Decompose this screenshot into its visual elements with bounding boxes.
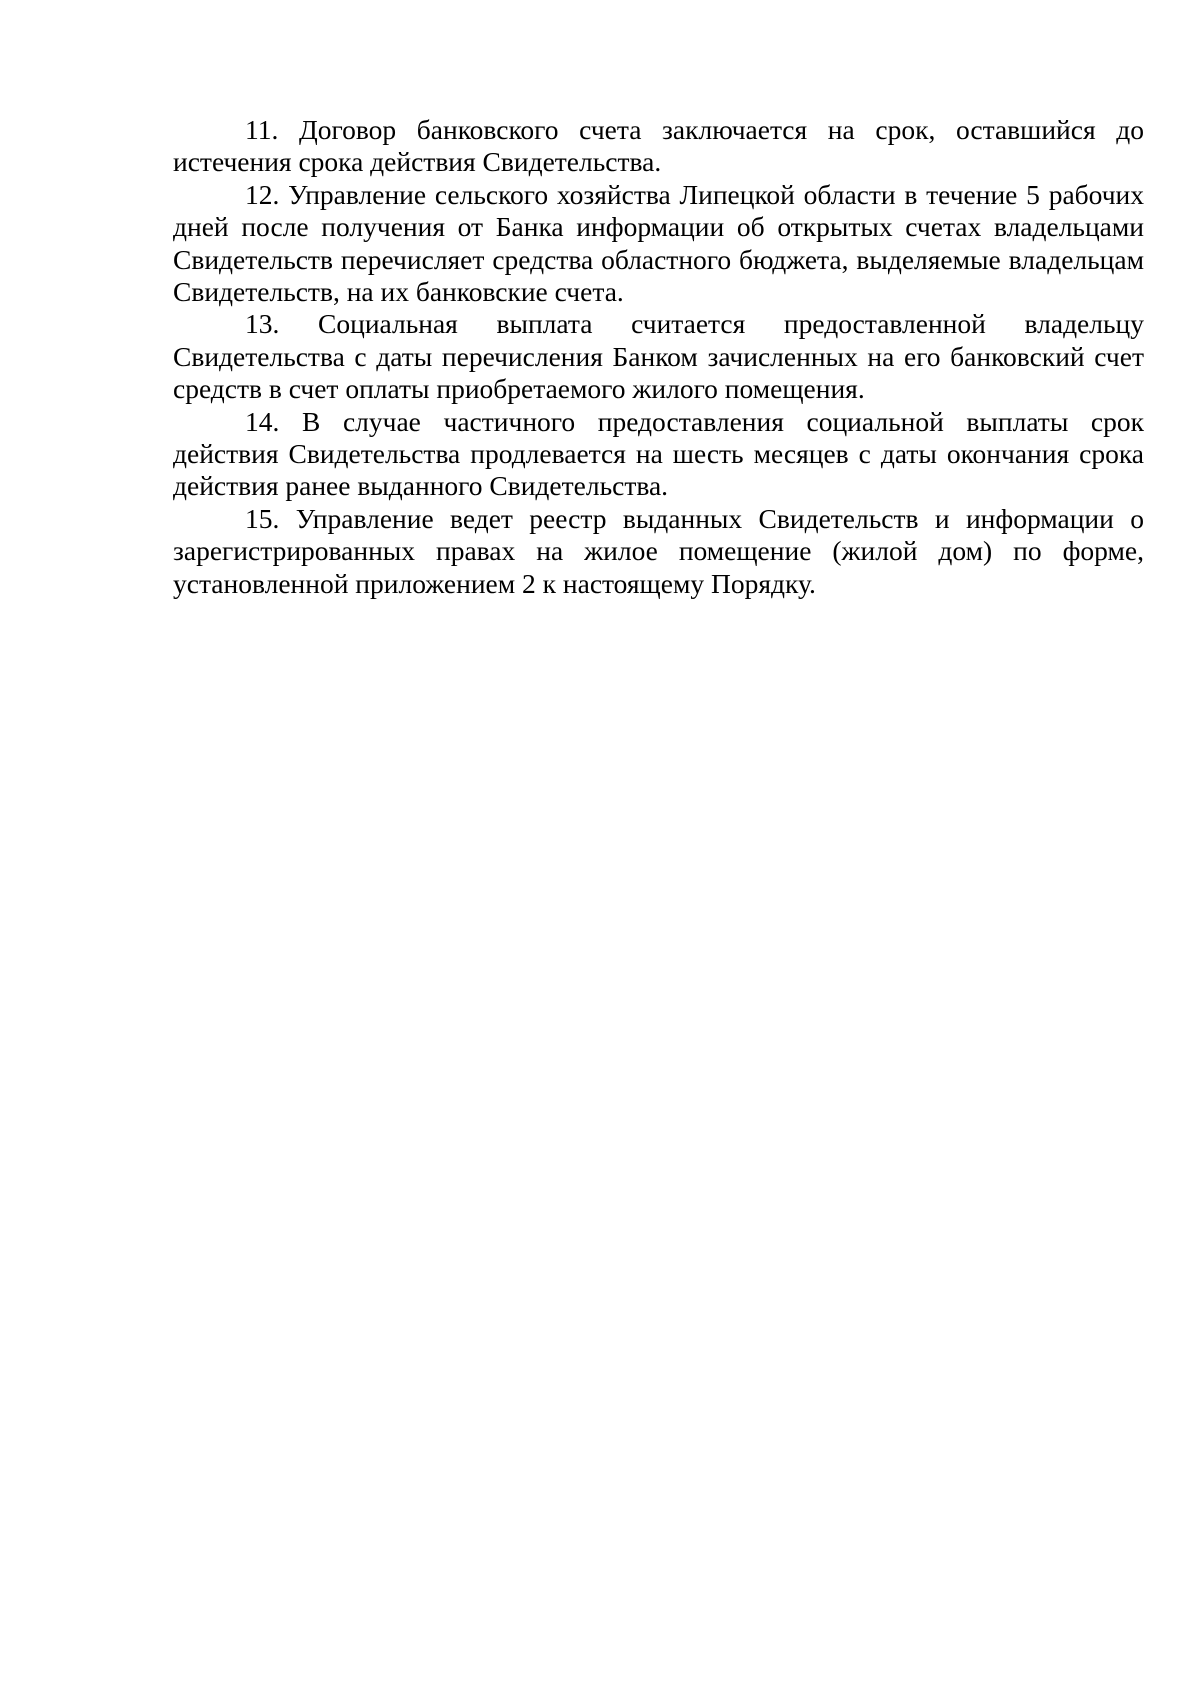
paragraph-15: 15. Управление ведет реестр выданных Свидетельств и информации о зарегистрированных правах на жилое помещение (жилой дом) по форме, установленной приложением 2 к настоящему Порядку. <box>173 502 1144 599</box>
paragraph-13: 13. Социальная выплата считается предоставленной владельцу Свидетельства с даты перечисления Банком зачисленных на его банковский счет средств в счет оплаты приобретаемого жилого помещения. <box>173 308 1144 405</box>
document-body <box>173 114 1144 600</box>
paragraph-14: 14. В случае частичного предоставления социальной выплаты срок действия Свидетельства продлевается на шесть месяцев с даты окончания срока действия ранее выданного Свидетельства. <box>173 405 1144 502</box>
paragraph-11: 11. Договор банковского счета заключается на срок, оставшийся до истечения срока действия Свидетельства. <box>173 114 1144 178</box>
paragraph-12: 12. Управление сельского хозяйства Липецкой области в течение 5 рабочих дней после получения от Банка информации об открытых счетах владельцами Свидетельств перечисляет средства областного бюджета, выделяемые владельцам Свидетельств, на их банковские счета. <box>173 178 1144 308</box>
